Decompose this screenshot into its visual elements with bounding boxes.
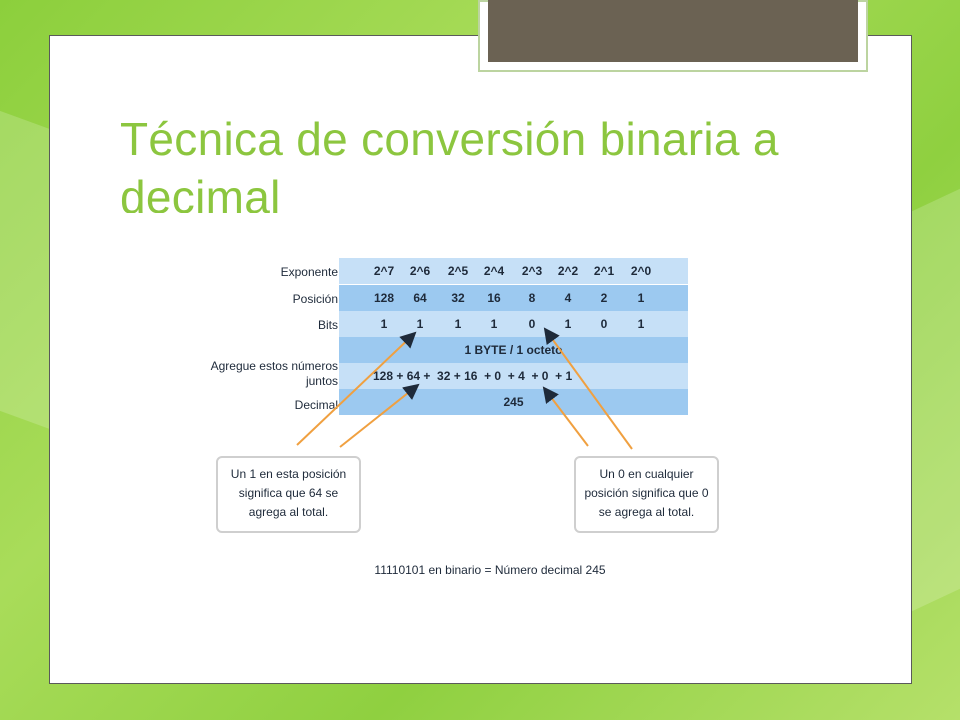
exponent-cell: 2^2 bbox=[557, 264, 579, 278]
row-label-add: Agregue estos números juntos bbox=[210, 359, 338, 388]
decimal-value: 245 bbox=[503, 395, 524, 409]
arrow-to-sum-0 bbox=[544, 388, 588, 446]
bit-cell: 1 bbox=[416, 317, 424, 331]
row-label-decimal: Decimal bbox=[294, 398, 338, 412]
exponent-cell: 2^0 bbox=[630, 264, 652, 278]
position-cell: 128 bbox=[373, 291, 395, 305]
exponent-cell: 2^5 bbox=[447, 264, 469, 278]
bit-cell: 0 bbox=[528, 317, 536, 331]
sum-expression: 128 + 64 + 32 + 16 + 0 + 4 + 0 + 1 bbox=[373, 369, 573, 383]
position-cell: 4 bbox=[564, 291, 572, 305]
row-label-bits: Bits bbox=[317, 318, 338, 332]
exponent-cell: 2^7 bbox=[373, 264, 395, 278]
exponent-cell: 2^3 bbox=[521, 264, 543, 278]
position-cell: 32 bbox=[451, 291, 465, 305]
arrow-to-bit bbox=[294, 333, 415, 445]
exponent-cell: 2^1 bbox=[593, 264, 615, 278]
position-cell: 64 bbox=[413, 291, 427, 305]
position-cell: 2 bbox=[600, 291, 608, 305]
bit-cell: 1 bbox=[564, 317, 572, 331]
exponent-cell: 2^4 bbox=[483, 264, 505, 278]
conversion-summary: 11110101 en binario = Número decimal 245 bbox=[374, 563, 606, 577]
position-cell: 8 bbox=[528, 291, 536, 305]
callout-one-bit-text: Un 1 en esta posición significa que 64 se agrega al total. bbox=[230, 467, 347, 519]
slide-title: Técnica de conversión binaria a decimal bbox=[120, 113, 779, 213]
bit-cell: 1 bbox=[637, 317, 645, 331]
exponent-cell: 2^6 bbox=[409, 264, 431, 278]
bit-cell: 1 bbox=[490, 317, 498, 331]
arrow-to-zero-bit bbox=[545, 329, 632, 449]
row-label-position: Posición bbox=[292, 292, 338, 306]
position-cell: 16 bbox=[487, 291, 501, 305]
byte-label: 1 BYTE / 1 octeto bbox=[464, 343, 563, 357]
callout-zero-bit-text: Un 0 en cualquier posición significa que 0 se agrega al total. bbox=[584, 467, 709, 519]
position-cell: 1 bbox=[637, 291, 645, 305]
bit-cell: 1 bbox=[380, 317, 388, 331]
bit-cell: 1 bbox=[454, 317, 462, 331]
row-label-exponent: Exponente bbox=[280, 265, 338, 279]
bit-cell: 0 bbox=[600, 317, 608, 331]
